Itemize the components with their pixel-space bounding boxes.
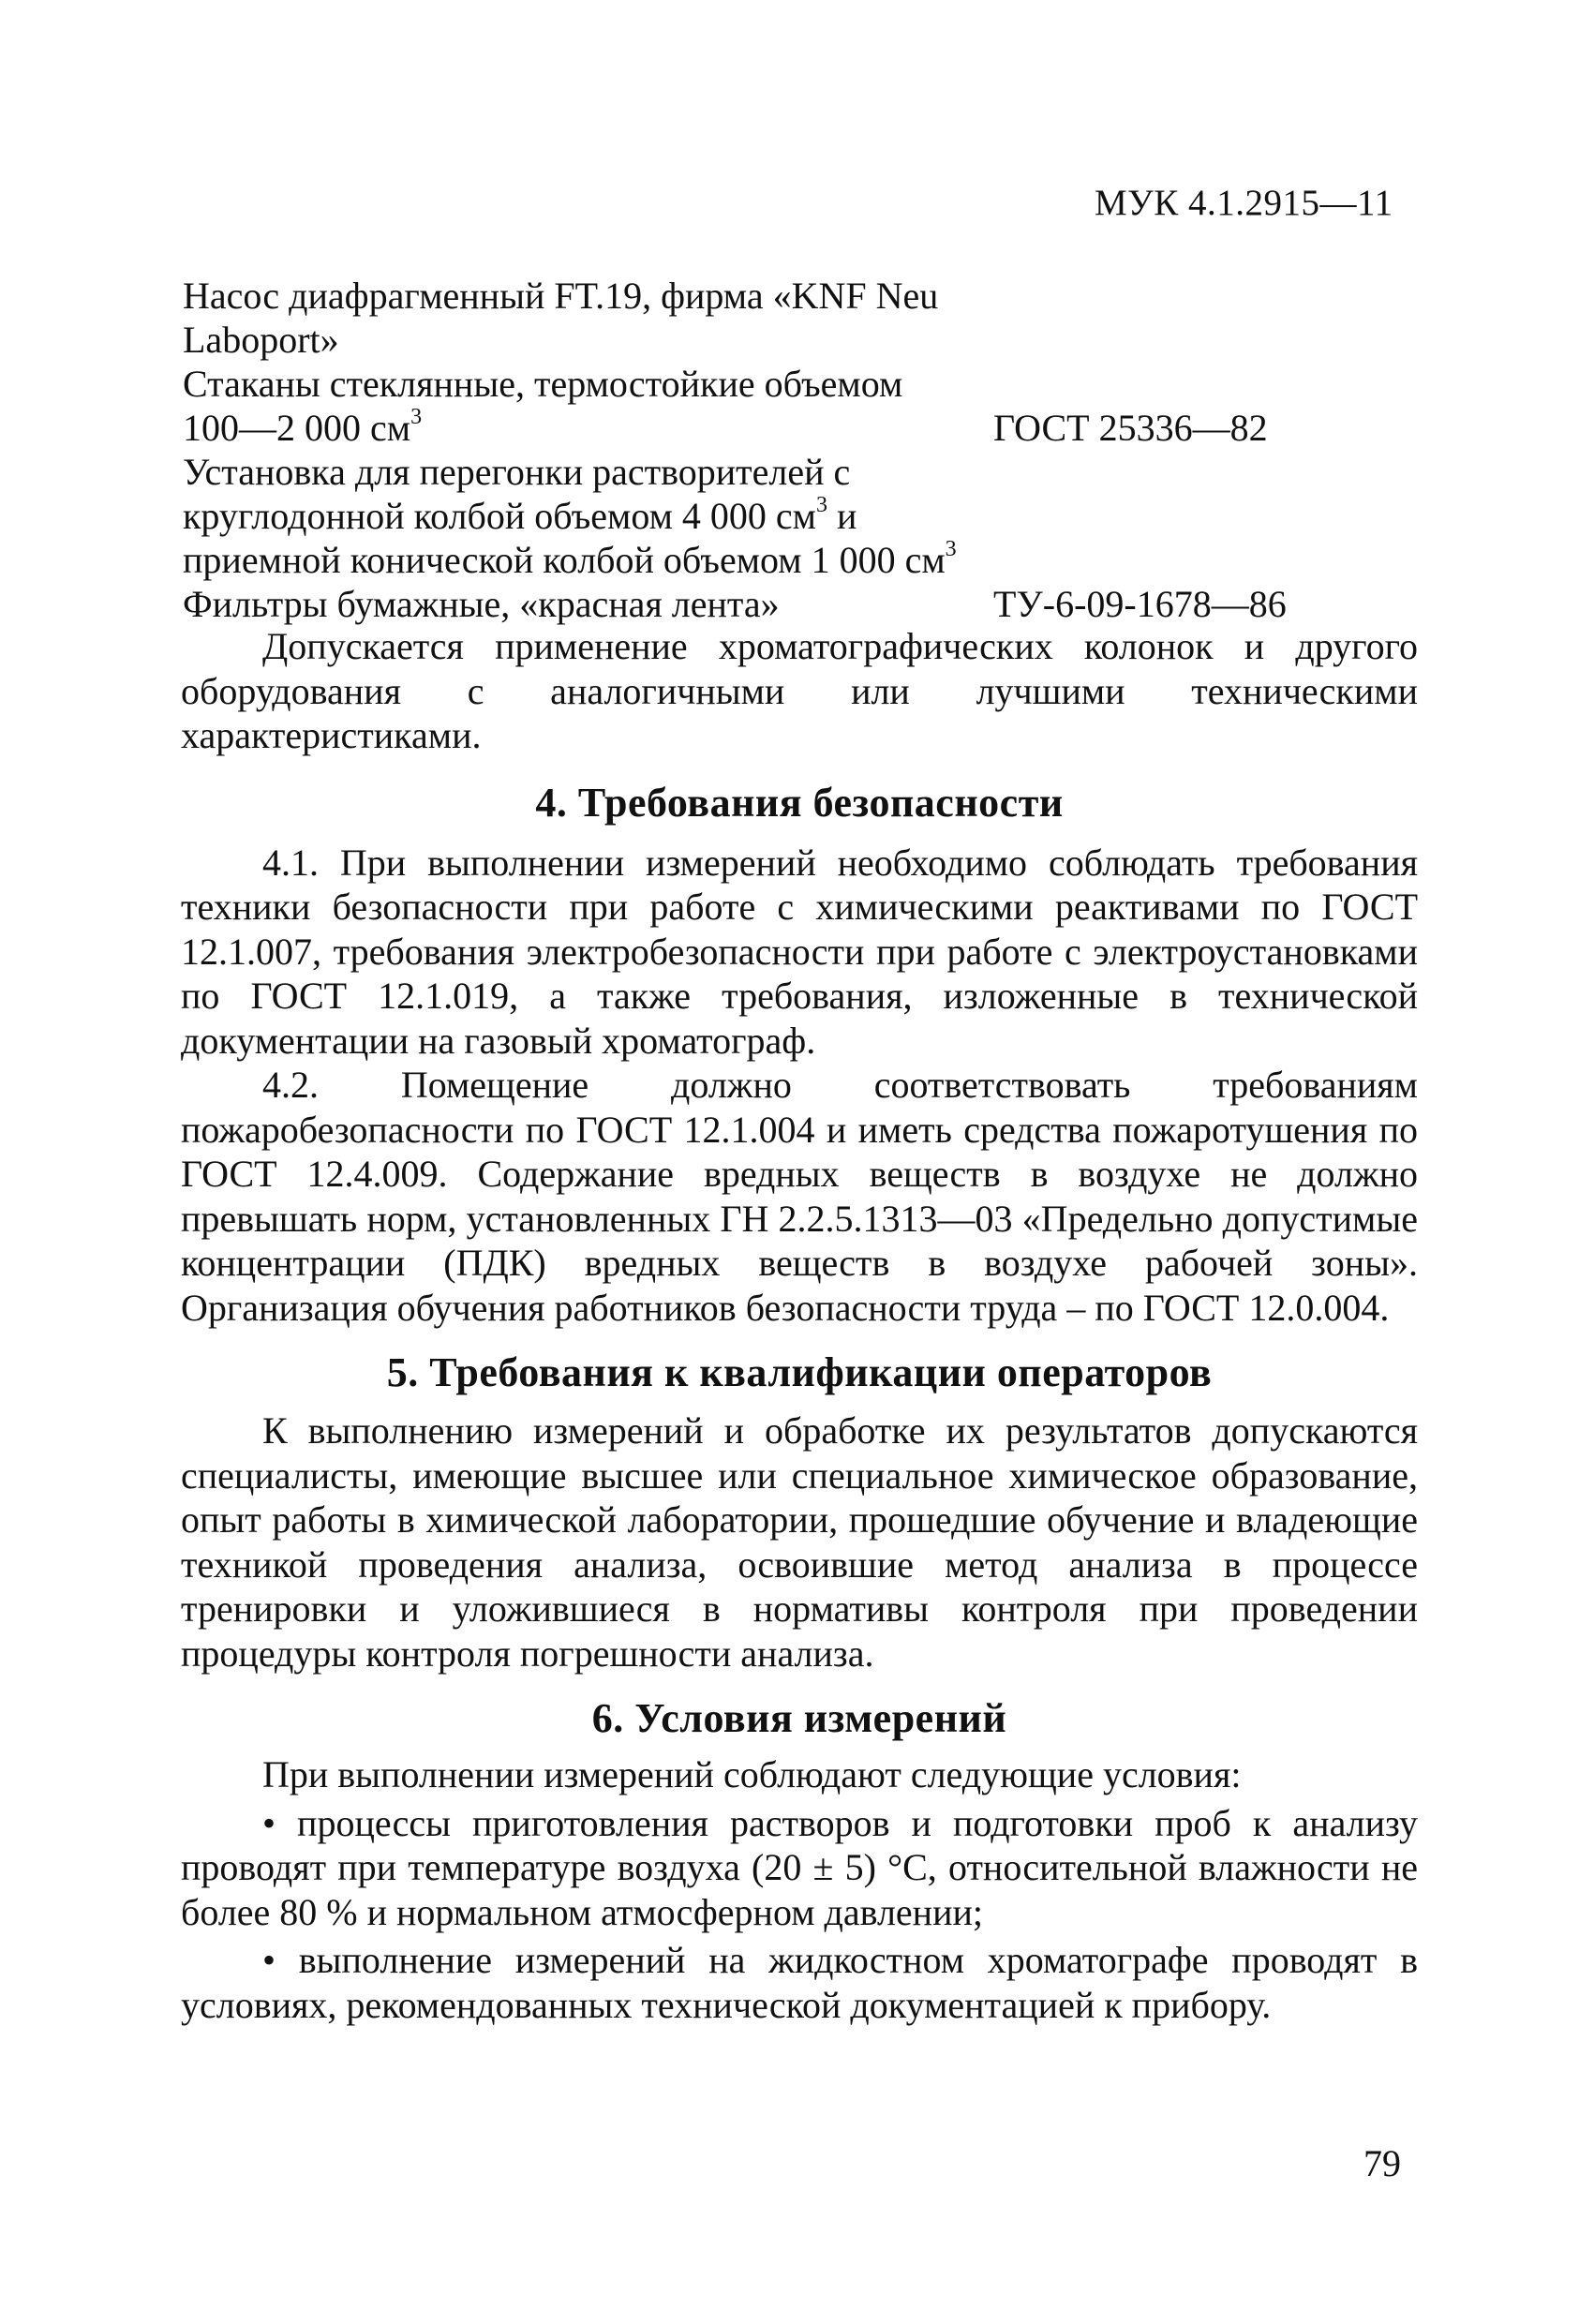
section-4-paragraph-2: 4.2. Помещение должно соответствовать требованиям пожаробезопасности по ГОСТ 12.1.004 и иметь средства пожаротушения по ГОСТ 12.4.009. Содержание вредных веществ в воздухе не должно превышать норм, установленных ГН 2.2.5.1313—03 «Предельно допустимые концентрации (ПДК) вредных веществ в воздухе рабочей зоны». Организация обучения работников безопасности труда – по ГОСТ 12.0.004. — [181, 1064, 1418, 1329]
equipment-list — [183, 274, 1420, 626]
equipment-pump-line-2: Laboport» — [183, 319, 339, 361]
section-4-title: 4. Требования безопасности — [535, 779, 1064, 826]
beakers-standard-ref: ГОСТ 25336—82 — [993, 407, 1268, 449]
equipment-note: Допускается применение хроматографических колонок и другого оборудования с аналогичными или лучшими техническими характеристиками. — [181, 625, 1418, 756]
equipment-distiller-line-1: Установка для перегонки растворителей с — [183, 451, 851, 493]
section-5-title: 5. Требования к квалификации операторов — [386, 1349, 1213, 1395]
equipment-beakers-line-2: 100—2 000 $см^3$ ГОСТ 25336—82 — [183, 404, 1268, 449]
document-code: МУК 4.1.2915—11 — [1095, 183, 1393, 223]
section-6-bullet-2: • выполнение измерений на жидкостном хроматографе проводят в условиях, рекомендованных технической документацией к прибору. — [181, 1939, 1418, 2026]
section-4-paragraph-1: 4.1. При выполнении измерений необходимо соблюдать требования техники безопасности при работе с химическими реактивами по ГОСТ 12.1.007, требования электробезопасности при работе с электроустановками по ГОСТ 12.1.019, а также требования, изложенные в технической документации на газовый хроматограф. — [181, 841, 1418, 1062]
section-6-intro: При выполнении измерений соблюдают следующие условия: — [262, 1753, 1242, 1795]
filters-standard-ref: ТУ-6-09-1678—86 — [993, 583, 1287, 625]
equipment-distiller-line-2: круглодонной колбой объемом 4 000 $см^3$ и — [183, 492, 857, 537]
equipment-beakers-line-1: Стаканы стеклянные, термостойкие объемом — [183, 363, 903, 405]
equipment-pump-line-1: Насос диафрагменный FT.19, фирма «KNF Neu — [183, 275, 939, 317]
page-number: 79 — [1363, 2142, 1401, 2184]
main-text — [181, 624, 1418, 2027]
section-5-paragraph-1: К выполнению измерений и обработке их результатов допускаются специалисты, имеющие высшее или специальное химическое образование, опыт работы в химической лаборатории, прошедшие обучение и владеющие техникой проведения анализа, освоившие метод анализа в процессе тренировки и уложившиеся в нормативы контроля при проведении процедуры контроля погрешности анализа. — [181, 1409, 1418, 1675]
equipment-distiller-line-3: приемной конической колбой объемом 1 000 $см^3$ — [183, 536, 957, 581]
section-6-bullet-1: • процессы приготовления растворов и подготовки проб к анализу проводят при температуре воздуха (20 ± 5) °С, относительной влажности не более 80 % и нормальном атмосферном давлении; — [181, 1801, 1418, 1933]
section-6-title: 6. Условия измерений — [591, 1695, 1007, 1741]
equipment-filters-line: Фильтры бумажные, «красная лента» ТУ-6-09-1678—86 — [183, 583, 1287, 625]
